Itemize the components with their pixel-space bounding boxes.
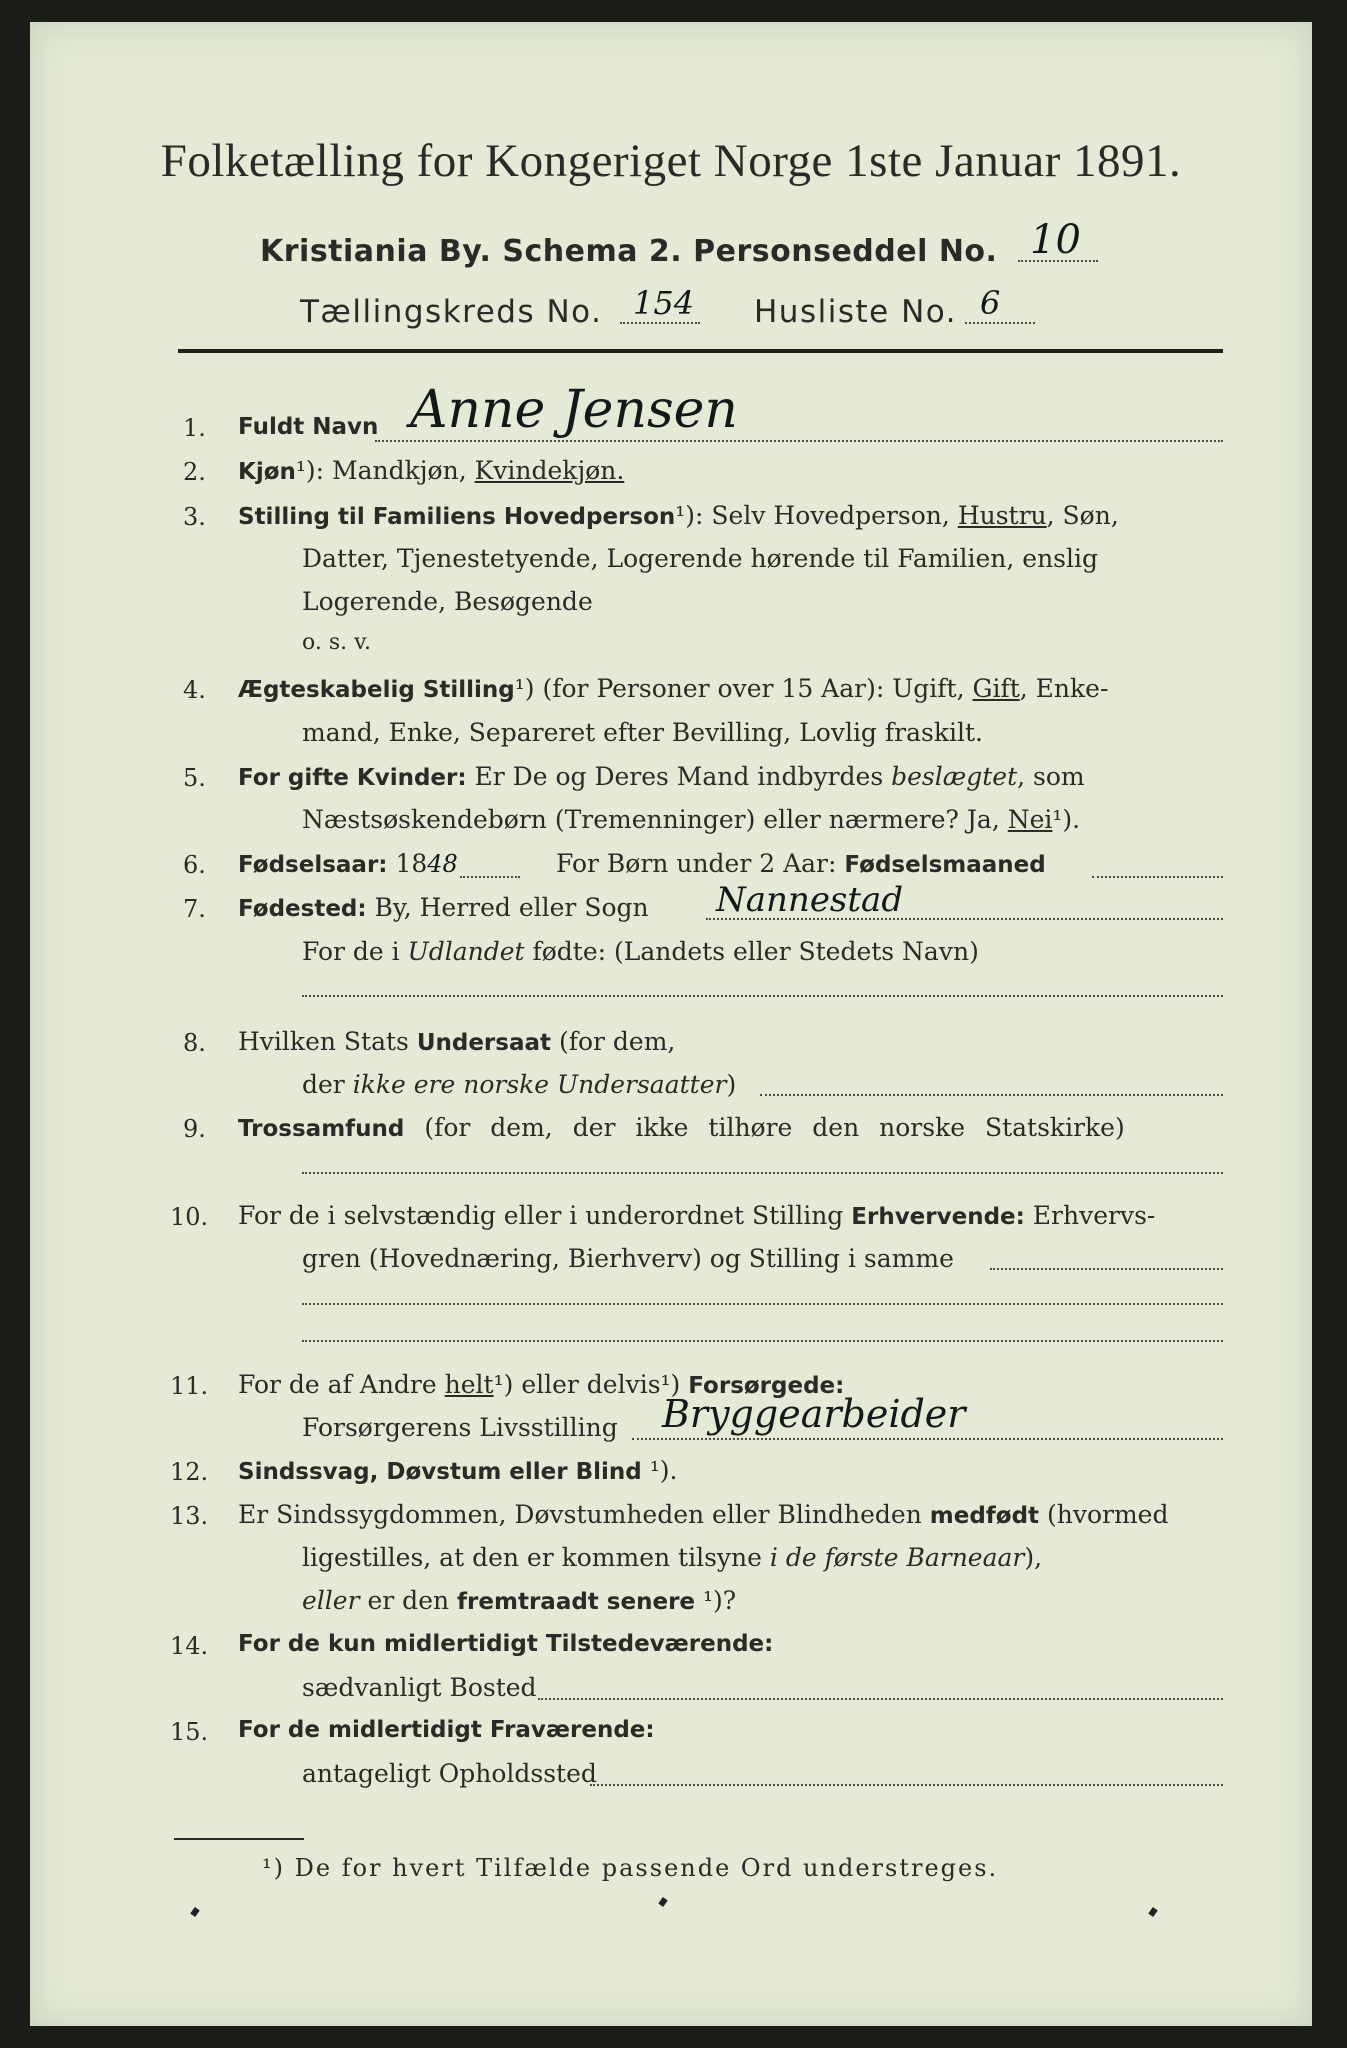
disability-rest: ¹). [641,1456,678,1485]
header-rule [178,349,1223,353]
relation-label: Stilling til Familiens Hovedperson [238,504,676,530]
personseddel-dotline [1018,260,1098,262]
congenital-line3-c: ¹)? [695,1586,737,1615]
citizenship-dotline [760,1094,1223,1096]
item-number-4: 4. [183,676,206,704]
kreds-label: Tællingskreds No. [300,294,603,330]
marital-line-1 [238,674,1108,703]
item-number-5: 5. [183,764,206,792]
relation-selected: Hustru [957,501,1047,530]
item-number-15: 15. [170,1718,209,1746]
footnote: ¹) De for hvert Tilfælde passende Ord understreges. [262,1854,999,1882]
footnote-rule [174,1838,304,1840]
citizenship-label: Undersaat [416,1030,551,1056]
marital-options-b: , Enke- [1019,674,1109,703]
occupation-dotline-3 [302,1340,1223,1342]
citizenship-line2-a: der [302,1070,353,1099]
item-number-13: 13. [170,1502,209,1530]
congenital-rest: (hvormed [1039,1500,1169,1529]
birthplace-value: Nannestad [716,880,904,920]
relation-options-a: ¹): Selv Hovedperson, [675,501,958,530]
marital-line-2: mand, Enke, Separeret efter Bevilling, Lovlig fraskilt. [302,718,983,747]
marital-selected: Gift [972,674,1020,703]
kinship-tail: ¹). [1052,805,1081,834]
supporter-occupation-dotline [632,1438,1223,1440]
supported-selected: helt [444,1370,494,1399]
birthmonth-label: Fødselsmaaned [844,852,1046,878]
birthyear-value: 48 [427,850,458,878]
congenital-label: medfødt [929,1503,1040,1529]
congenital-line-2 [302,1543,1042,1572]
congenital-lead: Er Sindssygdommen, Døvstumheden eller Blindheden [238,1500,930,1529]
birthmonth-line [556,849,1046,878]
relation-line-3: Logerende, Besøgende [302,587,593,616]
occupation-rest: Erhvervs- [1024,1201,1156,1230]
marital-label: Ægteskabelig Stilling [238,677,515,703]
kinship-question: Er De og Deres Mand indbyrdes [466,762,892,791]
birthyear-label: Fødselsaar: [238,852,388,878]
marital-options-a: ¹) (for Personer over 15 Aar): Ugift, [514,674,973,703]
kinship-label: For gifte Kvinder: [238,765,467,791]
abroad-dotline [302,995,1223,997]
disability-line [238,1456,677,1485]
item-number-9: 9. [183,1115,206,1143]
birthplace-question: By, Herred eller Sogn [366,893,649,922]
occupation-line-1 [238,1201,1155,1230]
full-name-dotline [375,440,1223,442]
kreds-number: 154 [633,284,695,322]
usual-residence-dotline [538,1698,1223,1700]
occupation-dotline-1 [990,1268,1223,1270]
occupation-dotline-2 [302,1303,1223,1305]
temp-present-label: For de kun midlertidigt Tilstedeværende: [238,1631,774,1657]
ink-speck [190,1907,200,1917]
abroad-a: For de i [302,937,408,966]
city-schema-label: Kristiania By. Schema 2. Personseddel No. [260,234,998,269]
sex-label: Kjøn [238,459,296,485]
item-number-10: 10. [170,1203,209,1231]
item-number-2: 2. [183,458,206,486]
item-number-8: 8. [183,1029,206,1057]
congenital-line3-a: er den [359,1586,458,1615]
birthplace-label: Fødested: [238,896,367,922]
kinship-line-2 [302,805,1080,834]
congenital-line3-italic: eller [302,1586,360,1615]
kinship-line-1 [238,762,1085,791]
kinship-italic: beslægtet [891,762,1018,791]
birthyear-line [238,849,458,878]
birthplace-line [238,893,649,922]
citizenship-line2-b: ) [726,1070,737,1099]
kreds-dotline [620,322,700,324]
occupation-label: Erhvervende: [851,1204,1025,1230]
kinship-question-2: Næstsøskendebørn (Tremenninger) eller nærmere? Ja, [302,805,1008,834]
religion-question: (for dem, der ikke tilhøre den norske Statskirke) [404,1113,1125,1142]
item-number-6: 6. [183,851,206,879]
religion-dotline [302,1172,1223,1174]
full-name-label: Fuldt Navn [238,414,379,440]
citizenship-line-1 [238,1027,675,1056]
sex-selected-female: Kvindekjøn. [474,456,625,485]
congenital-line-1 [238,1500,1168,1529]
relation-options-b: , Søn, [1046,501,1119,530]
abroad-italic: Udlandet [407,937,525,966]
item-number-1: 1. [183,414,206,442]
congenital-line2-a: ligestilles, at den er kommen tilsyne [302,1543,770,1572]
disability-label: Sindssvag, Døvstum eller Blind [238,1459,642,1485]
supported-lead: For de af Andre [238,1370,445,1399]
birthyear-dotline [460,876,520,878]
census-form-sheet [30,22,1312,2026]
item-number-7: 7. [183,895,206,923]
form-title: Folketælling for Kongeriget Norge 1ste Januar 1891. [160,135,1182,187]
husliste-number: 6 [980,284,1001,322]
congenital-line2-b: ), [1024,1543,1043,1572]
item-number-14: 14. [170,1632,209,1660]
item-number-3: 3. [183,503,206,531]
probable-stay-label: antageligt Opholdssted [302,1759,597,1788]
religion-line [238,1113,1125,1142]
birthplace-abroad-line [302,937,979,966]
personseddel-number: 10 [1030,217,1081,263]
kinship-rest: , som [1017,762,1085,791]
husliste-label: Husliste No. [754,294,958,330]
religion-label: Trossamfund [238,1116,405,1142]
supported-mid: ¹) eller delvis¹) [493,1370,689,1399]
temp-absent-label: For de midlertidigt Fraværende: [238,1717,655,1743]
relation-line-2: Datter, Tjenestetyende, Logerende hørende til Familien, enslig [302,544,1099,573]
occupation-line-2: gren (Hovednæring, Bierhverv) og Stilling i samme [302,1244,954,1273]
supporter-occupation-value: Bryggearbeider [662,1392,966,1436]
occupation-lead: For de i selvstændig eller i underordnet Stilling [238,1201,852,1230]
citizenship-rest: (for dem, [551,1027,676,1056]
birthmonth-question: For Børn under 2 Aar: [556,849,845,878]
kinship-selected: Nei [1007,805,1053,834]
citizenship-lead: Hvilken Stats [238,1027,417,1056]
abroad-b: fødte: (Landets eller Stedets Navn) [524,937,979,966]
sex-options: ¹): Mandkjøn, [295,456,475,485]
probable-stay-dotline [590,1784,1223,1786]
congenital-line3-bold: fremtraadt senere [457,1589,696,1615]
usual-residence-label: sædvanligt Bosted [302,1673,537,1702]
relation-line-4: o. s. v. [302,630,371,655]
supporter-occupation-label: Forsørgerens Livsstilling [302,1413,618,1442]
relation-line-1 [238,501,1119,530]
congenital-line-3 [302,1586,736,1615]
ink-speck [1148,1907,1158,1917]
husliste-dotline [965,322,1035,324]
birthmonth-dotline [1092,876,1223,878]
birthyear-prefix: 18 [387,849,428,878]
sex-line [238,456,624,485]
item-number-11: 11. [170,1372,209,1400]
congenital-italic: i de første Barneaar [769,1543,1025,1572]
ink-speck [658,1897,668,1907]
supported-label: Forsørgede: [688,1373,845,1399]
city-schema-line [260,234,997,269]
item-number-12: 12. [170,1458,209,1486]
citizenship-italic: ikke ere norske Undersaatter [352,1070,727,1099]
citizenship-line-2 [302,1070,736,1099]
full-name-value: Anne Jensen [410,380,738,440]
